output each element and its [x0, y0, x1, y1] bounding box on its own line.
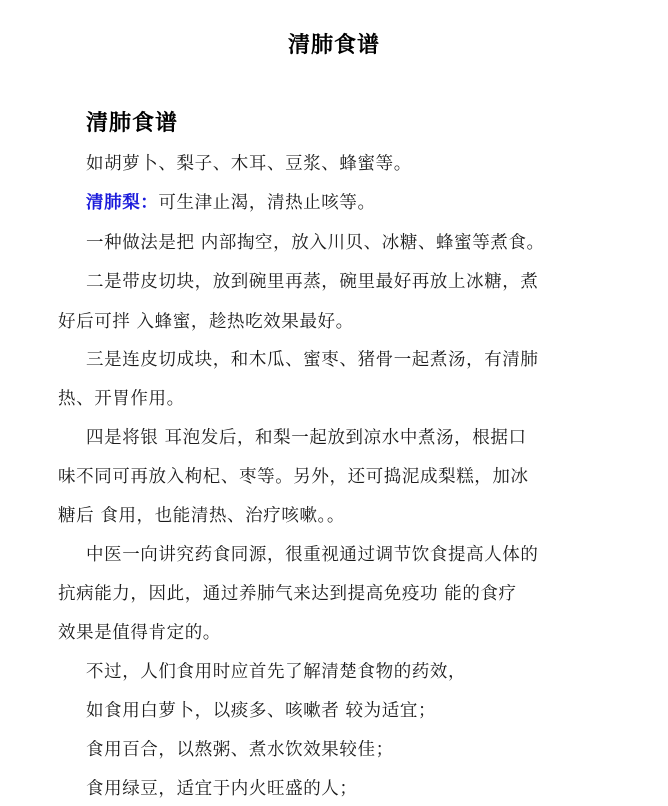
- highlight-paragraph: [86, 189, 376, 214]
- paragraph-line: 三是连皮切成块，和木瓜、蜜枣、猪骨一起煮汤，有清肺: [86, 350, 539, 370]
- paragraph-line: 如胡萝卜、梨子、木耳、豆浆、蜂蜜等。: [86, 154, 412, 174]
- paragraph-line: 糖后 食用，也能清热、治疗咳嗽。。: [58, 506, 346, 526]
- paragraph-line: 一种做法是把 内部掏空，放入川贝、冰糖、蜂蜜等煮食。: [86, 233, 545, 253]
- paragraph-line: 食用百合，以熬粥、煮水饮效果较佳；: [86, 740, 394, 760]
- paragraph-line: 好后可拌 入蜂蜜，趁热吃效果最好。: [58, 312, 354, 332]
- paragraph-line: 如食用白萝卜，以痰多、咳嗽者 较为适宜；: [86, 701, 437, 721]
- paragraph-line: 不过，人们食用时应首先了解清楚食物的药效，: [86, 662, 467, 682]
- paragraph-line: 效果是值得肯定的。: [58, 623, 221, 643]
- paragraph-line: 可生津止渴，清热止咳等。: [158, 193, 376, 213]
- paragraph-line: 食用绿豆，适宜于内火旺盛的人；: [86, 779, 358, 799]
- highlight-label: 清肺梨：: [86, 193, 159, 213]
- paragraph-line: 热、开胃作用。: [58, 389, 185, 409]
- paragraph-line: 中医一向讲究药食同源，很重视通过调节饮食提高人体的: [86, 545, 539, 565]
- document-title: 清肺食谱: [287, 33, 380, 58]
- paragraph-line: 二是带皮切块，放到碗里再蒸，碗里最好再放上冰糖，煮: [86, 272, 539, 292]
- paragraph-line: 四是将银 耳泡发后，和梨一起放到凉水中煮汤，根据口: [86, 428, 527, 448]
- paragraph-line: 味不同可再放入枸杞、枣等。另外，还可捣泥成梨糕，加冰: [58, 467, 529, 487]
- paragraph-line: 抗病能力，因此，通过养肺气来达到提高免疫功 能的食疗: [58, 584, 517, 604]
- section-heading: 清肺食谱: [86, 111, 179, 136]
